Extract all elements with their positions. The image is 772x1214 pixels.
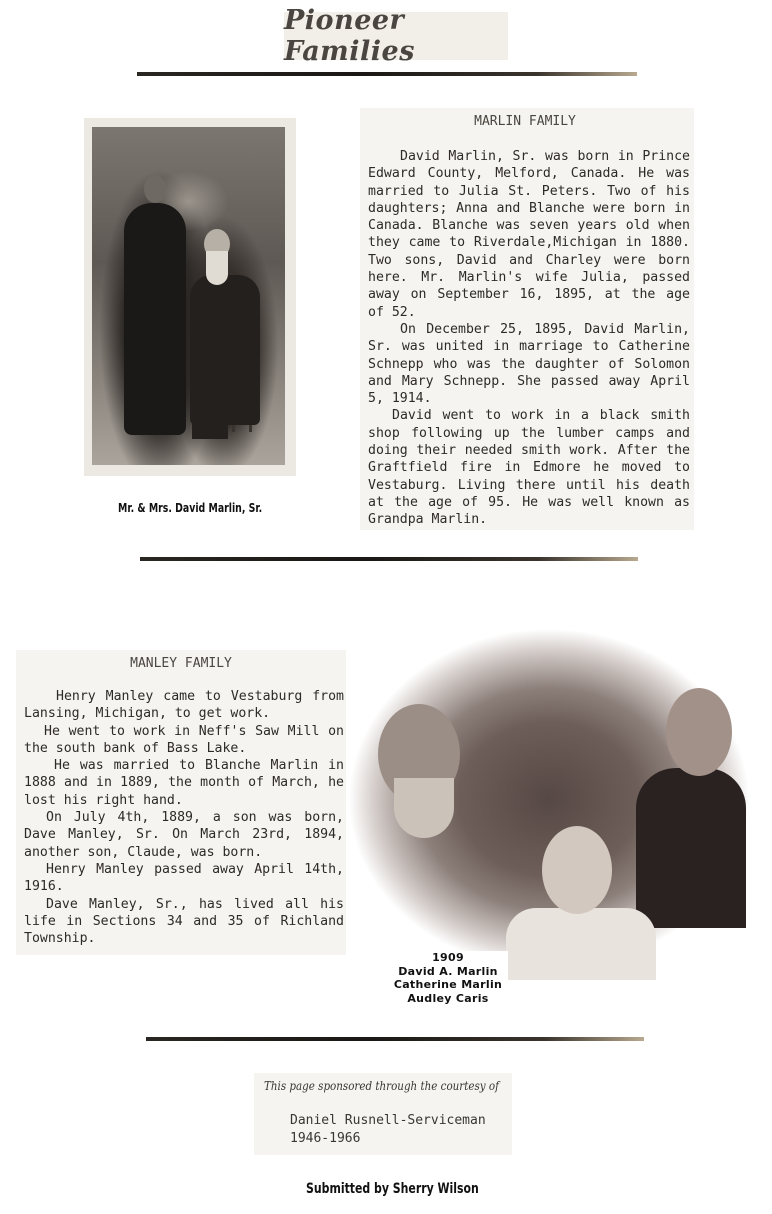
divider-top (137, 72, 637, 76)
marlin-heading: MARLIN FAMILY (474, 114, 576, 129)
caption-name: Audley Caris (407, 991, 489, 1005)
manley-paragraph: Henry Manley came to Vestaburg from Lansing, Michigan, to get work. (24, 689, 344, 722)
manley-paragraph: Henry Manley passed away April 14th, 1916. (24, 861, 344, 895)
manley-paragraph: He was married to Blanche Marlin in 1888 and in 1889, the month of March, he lost his right hand. (24, 758, 344, 808)
caption-name: Catherine Marlin (393, 978, 503, 991)
sponsor-notice (254, 1073, 512, 1155)
manley-paragraph: He went to work in Neff's Saw Mill on the south bank of Bass Lake. (24, 723, 344, 756)
family-photo-1909 (346, 618, 752, 980)
caption-year: 1909 (432, 951, 464, 964)
manley-heading: MANLEY FAMILY (130, 656, 232, 671)
marlin-couple-photo (92, 127, 285, 465)
sponsor-line: This page sponsored through the courtesy of (264, 1079, 499, 1093)
marlin-paragraph: David Marlin, Sr. was born in Prince Edward County, Melford, Canada. He was married to Julia St. Peters. Two of his daughters; Anna and Blanche were born in Canada. Blanche was seven years old when they came to Riverdale,Michigan in 1880. Two sons, David and Charley were born here. Mr. Marlin's wife Julia, passed away on September 16, 1895, at the age of 52. (368, 149, 690, 320)
sponsor-name: Daniel Rusnell-Serviceman (290, 1113, 486, 1128)
family-photo-caption (388, 951, 508, 1005)
divider-middle (140, 557, 638, 561)
marlin-photo-caption: Mr. & Mrs. David Marlin, Sr. (118, 501, 263, 515)
submitted-by: Submitted by Sherry Wilson (306, 1181, 479, 1197)
manley-body (24, 688, 344, 947)
manley-family-article (16, 650, 346, 955)
manley-paragraph: Dave Manley, Sr., has lived all his life in Sections 34 and 35 of Richland Township. (24, 896, 344, 947)
marlin-family-article (360, 108, 694, 530)
page-title: Pioneer Families (284, 5, 415, 67)
manley-paragraph: On July 4th, 1889, a son was born, Dave Manley, Sr. On March 23rd, 1894, another son, Claude, was born. (24, 810, 344, 860)
caption-name: David A. Marlin (398, 964, 498, 978)
sponsor-years: 1946-1966 (290, 1131, 361, 1146)
title-banner (284, 5, 508, 67)
marlin-body (368, 148, 690, 529)
marlin-paragraph: David went to work in a black smith shop following up the lumber camps and doing their needed smith work. After the Graftfield fire in Edmore he moved to Vestaburg. Living there until his death at the age of 95. He was well known as Grandpa Marlin. (368, 408, 690, 528)
marlin-paragraph: On December 25, 1895, David Marlin, Sr. was united in marriage to Catherine Schnepp who was the daughter of Solomon and Mary Schnepp. She passed away April 5, 1914. (368, 321, 690, 407)
divider-bottom (146, 1037, 644, 1041)
